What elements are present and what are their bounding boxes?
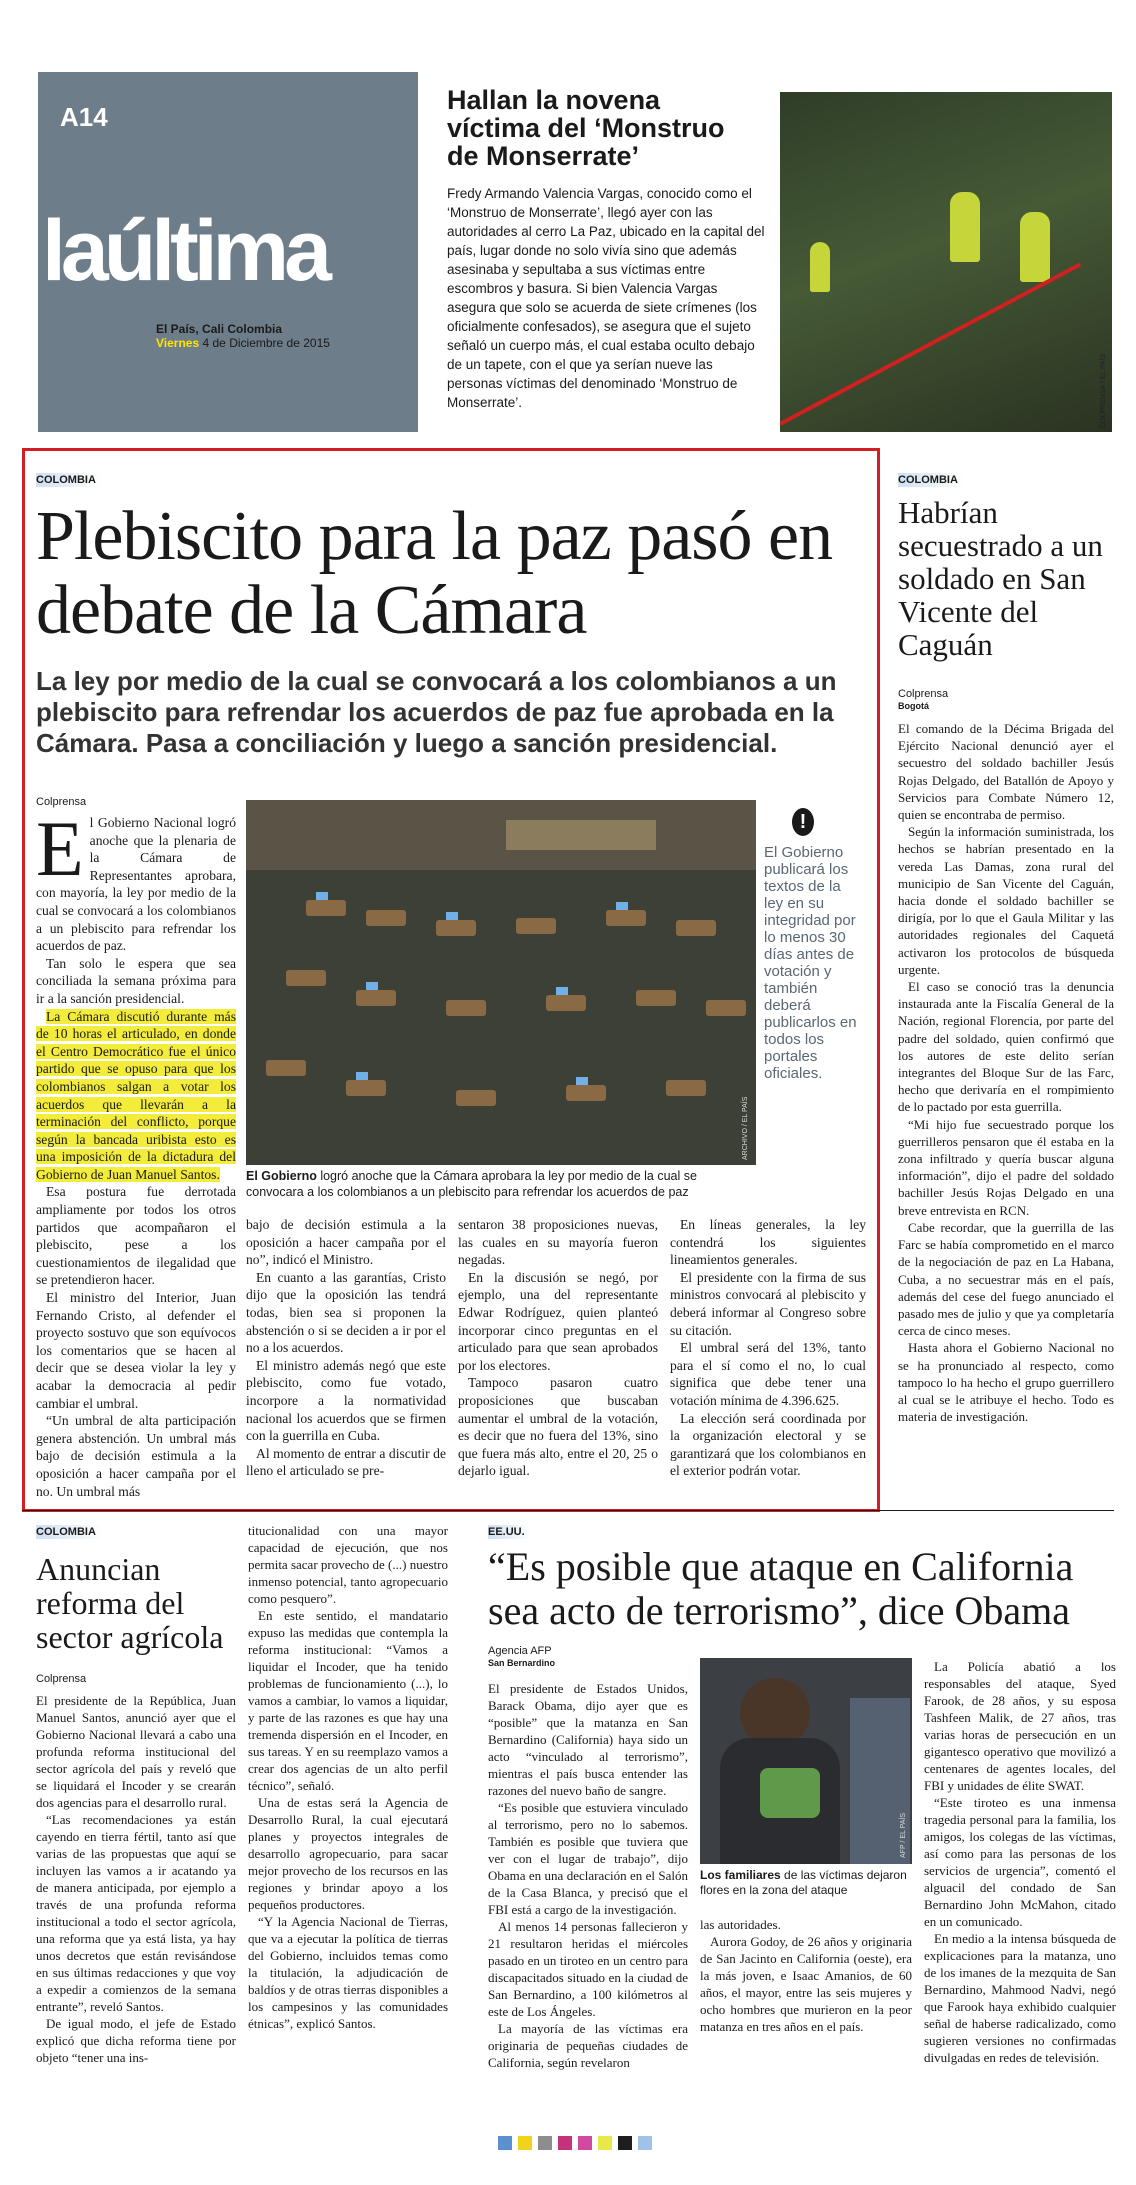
info-sidebox: [764, 808, 864, 1082]
edition-day: Viernes: [156, 336, 200, 350]
obama-byline: Agencia AFP San Bernardino: [488, 1645, 556, 1668]
main-byline: Colprensa: [36, 796, 87, 808]
obama-photo-caption: Los familiares de las víctimas dejaron flores en la zona del ataque: [700, 1868, 907, 1897]
exclamation-icon: !: [792, 808, 814, 836]
main-deck: La ley por medio de la cual se convocará a los colombianos a un plebiscito para refrendar los acuerdos de paz fue aprobada en la Cámara. Pasa a conciliación y luego a sanción presidencial.: [36, 666, 837, 758]
section-title: laúltima: [42, 203, 327, 299]
color-swatch: [638, 2136, 652, 2150]
color-swatch: [598, 2136, 612, 2150]
police-officer-figure: [950, 192, 980, 262]
edition-info: [156, 322, 330, 350]
agro-column-2: titucionalidad con una mayor capacidad de ejecución, que nos permita sacar provecho de (...) nuestro inmenso potencial, tanto agropecuario como pesquero”. En este sentido, el mandatario expuso las medidas que contempla la reforma institucional: “Vamos a liquidar el Incoder, que ha tenido problemas de funcionamiento (...), lo vamos a cambiar, lo vamos a liquidar, y parte de las razones es que hay una tremenda dispersión en el Incoder, en sus tareas. Y en su reemplazo vamos a crear dos agencias de un alto perfil técnico”, señaló. Una de estas será la Agencia de Desarrollo Rural, la cual ejecutará planes y proyectos integrales de desarrollo agropecuario, para sacar mejor provecho de los recursos en las regiones y brindar apoyo a los pequeños productores. “Y la Agencia Nacional de Tierras, que va a ejecutar la política de tierras del Gobierno, incluidos temas como la titulación, la adjudicación de baldíos y de otras tierras disponibles a los campesinos y las comunidades étnicas”, explicó Santos.: [248, 1523, 448, 2031]
main-paragraph: “Un umbral de alta participación genera abstención. Un umbral más bajo de decisión estimula a la oposición a hacer campaña por el no. Un umbral más: [36, 1413, 236, 1499]
color-swatch: [578, 2136, 592, 2150]
page-number: A14: [60, 102, 108, 132]
agro-byline: Colprensa: [36, 1673, 87, 1685]
top-story-body: Fredy Armando Valencia Vargas, conocido como el ‘Monstruo de Monserrate’, llegó ayer con las autoridades al cerro La Paz, ubicado en la capital del país, lugar donde no solo vivía sino que además asesinaba y sepultaba a sus víctimas entre escombros y basura. Si bien Valencia Vargas asegura que solo se acuerda de siete crímenes (los oficialmente confesados), se asegura que el sujeto señaló un cuerpo más, el cual estaba oculto debajo de un tapete, con el que ya serían nueve las personas víctimas del denominado ‘Monstruo de Monserrate’.: [447, 186, 765, 410]
police-officer-figure: [810, 242, 830, 292]
color-swatch: [558, 2136, 572, 2150]
mourners-photo: [700, 1658, 912, 1864]
chamber-photo: [246, 800, 756, 1165]
main-paragraph: Esa postura fue derrotada ampliamente por todos los otros partidos que acompañaron el plebiscito, pese a los cuestionamientos de ilegalidad que se pretendieron hacer.: [36, 1184, 236, 1288]
agro-section-tag: COLOMBIA: [36, 1522, 102, 1540]
main-column-4: En líneas generales, la ley contendrá los siguientes lineamientos generales. El presidente con la firma de sus ministros convocará al plebiscito y deberá informar al Congreso sobre su citación. El umbral será del 13%, tanto para el sí como el no, lo cual significa que debe tener una votación mínima de 4.396.625. La elección será coordinada por la organización electoral y se garantizará que los colombianos en el exterior podrán votar.: [670, 1217, 866, 1479]
main-paragraph: Tan solo le espera que sea conciliada la semana próxima para ir a la sanción presidencial.: [36, 955, 236, 1006]
right-story-body: El comando de la Décima Brigada del Ejército Nacional denunció ayer el secuestro del soldado bachiller Jesús Rojas Delgado, del Batallón de Apoyo y Servicios para Combate Número 12, quien se encontraba de permiso. Según la información suministrada, los hechos se habrían presentado en la vereda Las Damas, zona rural del municipio de San Vicente del Caguán, hacia donde el soldado bachiller se dirigía, por lo que el Gaula Militar y las autoridades regionales del Caquetá activaron los protocolos de búsqueda urgente. El caso se conoció tras la denuncia instaurada ante la Fiscalía General de la Nación, regional Florencia, por parte del padre del soldado, quien confirmó que los autores de este delito serían integrantes del Bloque Sur de las Farc, hecho que derivaría en el rompimiento de lo pactado por esta guerrilla. “Mi hijo fue secuestrado porque los guerrilleros pensaron que él estaba en la zona infiltrado y quería buscar alguna información”, dijo el padre del soldado bachiller Jesús Rojas Delgado en una breve entrevista en RCN. Cabe recordar, que la guerrilla de las Farc se había comprometido en el marco de la negociación de paz en La Habana, Cuba, a no secuestrar más en el país, además del cese del fuego anunciado el pasado mes de julio y que ya completaría cerca de cinco meses. Hasta ahora el Gobierno Nacional no se ha pronunciado al respecto, como tampoco lo ha hecho el grupo guerrillero al cual se le atribuye el hecho. Todo es materia de investigación.: [898, 721, 1114, 1425]
main-section-tag: COLOMBIA: [36, 470, 102, 488]
main-intro: l Gobierno Nacional logró anoche que la plenaria de la Cámara de Representantes aprobara, con mayoría, la ley por medio de la cual se convocará a los colombianos a un plebiscito para refrendar los acuerdos de paz.: [36, 815, 236, 954]
edition-paper: El País, Cali Colombia: [156, 322, 283, 336]
main-column-1: [36, 805, 236, 1500]
right-byline: Colprensa Bogotá: [898, 688, 949, 711]
agro-headline: Anuncian reforma del sector agrícola: [36, 1551, 224, 1655]
obama-headline: “Es posible que ataque en California sea acto de terrorismo”, dice Obama: [488, 1544, 1074, 1633]
main-photo-caption: El Gobierno logró anoche que la Cámara aprobara la ley por medio de la cual se convocara a los colombianos a un plebiscito para refrendar los acuerdos de paz: [246, 1169, 697, 1199]
section-divider: [22, 1510, 1114, 1511]
sidebox-text: El Gobierno publicará los textos de la ley en su integridad por lo menos 30 días antes de votación y también deberá publicarlos en todos los portales oficiales.: [764, 844, 857, 1082]
color-swatch: [618, 2136, 632, 2150]
top-story-headline: Hallan la novena víctima del ‘Monstruo de Monserrate’: [447, 85, 725, 171]
edition-date: 4 de Diciembre de 2015: [202, 336, 330, 350]
obama-section-tag: EE.UU.: [488, 1522, 531, 1540]
obama-column-1: El presidente de Estados Unidos, Barack Obama, dijo ayer que es “posible” que la matanza en San Bernardino (California) haya sido un acto “vinculado al terrorismo”, mientras el país busca entender las razones del nuevo baño de sangre. “Es posible que estuviera vinculado al terrorismo, pero no lo sabemos. También es posible que tuviera que ver con el lugar de trabajo”, dijo Obama en una declaración en el Salón de la Casa Blanca, y precisó que el FBI está a cargo de la investigación. Al menos 14 personas fallecieron y 21 resultaron heridas el miércoles pasado en un tiroteo en un centro para discapacitados situado en la ciudad de San Bernardino, a 100 kilómetros al este de Los Ángeles. La mayoría de las víctimas era originaria de pequeñas ciudades de California, según revelaron: [488, 1681, 688, 2070]
obama-column-2: las autoridades. Aurora Godoy, de 26 años y originaria de San Jacinto en California (oeste), era la más joven, e Isaac Amanios, de 60 años, el mayor, entre las seis mujeres y ocho hombres que murieron en la peor matanza en tres años en el país.: [700, 1917, 912, 2034]
main-headline: Plebiscito para la paz pasó en debate de la Cámara: [36, 498, 833, 649]
police-officer-figure: [1020, 212, 1050, 282]
main-paragraph: El ministro del Interior, Juan Fernando Cristo, al defender el proyecto sostuvo que son equívocos los comentarios que se hacen al decir que se desea violar la ley y acabar la democracia al pedir cambiar el umbral.: [36, 1290, 236, 1411]
right-section-tag: COLOMBIA: [898, 470, 964, 488]
section-header-box: [38, 72, 418, 432]
top-photo-credit: COLPRENSA / EL PAÍS: [1100, 353, 1107, 428]
agro-column-1: El presidente de la República, Juan Manuel Santos, anunció ayer que el Gobierno Nacional llevará a cabo una profunda reforma institucional del sector agrícola del país y reveló que se liquidará el Incoder y se crearán dos agencias para el desarrollo rural. “Las recomendaciones ya están cayendo en tierra fértil, tanto así que varias de las propuestas que aquí se incluyen las vamos a ir acatando ya de manera anticipada, por ejemplo a través de una profunda reforma institucional a todo el sector agrícola, una reforma que ya está lista, ya hay unos decretos que están revisándose en sus últimas redacciones y que voy a expedir a comienzos de la semana entrante”, reveló Santos. De igual modo, el jefe de Estado explicó que dicha reforma tiene por objeto “tener una ins-: [36, 1693, 236, 2065]
color-swatch: [498, 2136, 512, 2150]
main-column-2: bajo de decisión estimula a la oposición a hacer campaña por el no”, indicó el Ministro. En cuanto a las garantías, Cristo dijo que la oposición las tendrá todas, bien sea si proponen la abstención o si se deciden a ir por el no a los acuerdos. El ministro además negó que este plebiscito, como fue votado, incorpore a la normatividad nacional los acuerdos que se firmen con la guerrilla en Cuba. Al momento de entrar a discutir de lleno el articulado se pre-: [246, 1217, 446, 1479]
color-swatch: [518, 2136, 532, 2150]
obama-photo-credit: AFP / EL PAÍS: [900, 1812, 907, 1858]
main-photo-credit: ARCHIVO / EL PAÍS: [742, 1096, 749, 1160]
dropcap: E: [36, 805, 84, 892]
right-headline: Habrían secuestrado a un soldado en San Vicente del Caguán: [898, 495, 1103, 662]
main-column-3: sentaron 38 proposiciones nuevas, las cuales en su mayoría fueron negadas. En la discusión se negó, por ejemplo, una del representante Edwar Rodríguez, quien planteó incorporar cinco preguntas en el articulado para que sean aprobados por los electores. Tampoco pasaron cuatro proposiciones que buscaban aumentar el umbral de la votación, es decir que no fuera del 13%, sino que fuera más alto, entre el 20, 25 o dejarlo igual.: [458, 1217, 658, 1479]
top-story-photo: [780, 92, 1112, 432]
color-swatch: [538, 2136, 552, 2150]
obama-column-3: La Policía abatió a los responsables del ataque, Syed Farook, de 28 años, y su esposa Tashfeen Malik, de 27 años, tras varias horas de persecución en un gigantesco operativo que movilizó a centenares de agentes locales, del FBI y unidades de élite SWAT. “Este tiroteo es una inmensa tragedia personal para la familia, los amigos, los colegas de las víctimas, así como para las personas de los servicios de urgencia”, comentó el alguacil del condado de San Bernardino John McMahon, citado en un comunicado. En medio a la intensa búsqueda de explicaciones para la matanza, uno de los imanes de la mezquita de San Bernardino, Mahmood Nadvi, negó que Farook haya exhibido cualquier señal de haberse radicalizado, como sugieren versiones no confirmadas divulgadas en redes de televisión.: [924, 1659, 1116, 2065]
main-paragraph-highlighted: La Cámara discutió durante más de 10 horas el articulado, en donde el Centro Democrático fue el único partido que se opuso para que los colombianos salgan a votar los acuerdos que llevarán a la terminación del conflicto, porque según la bancada uribista esto es una imposición de la dictadura del Gobierno de Juan Manuel Santos.: [36, 1008, 236, 1182]
